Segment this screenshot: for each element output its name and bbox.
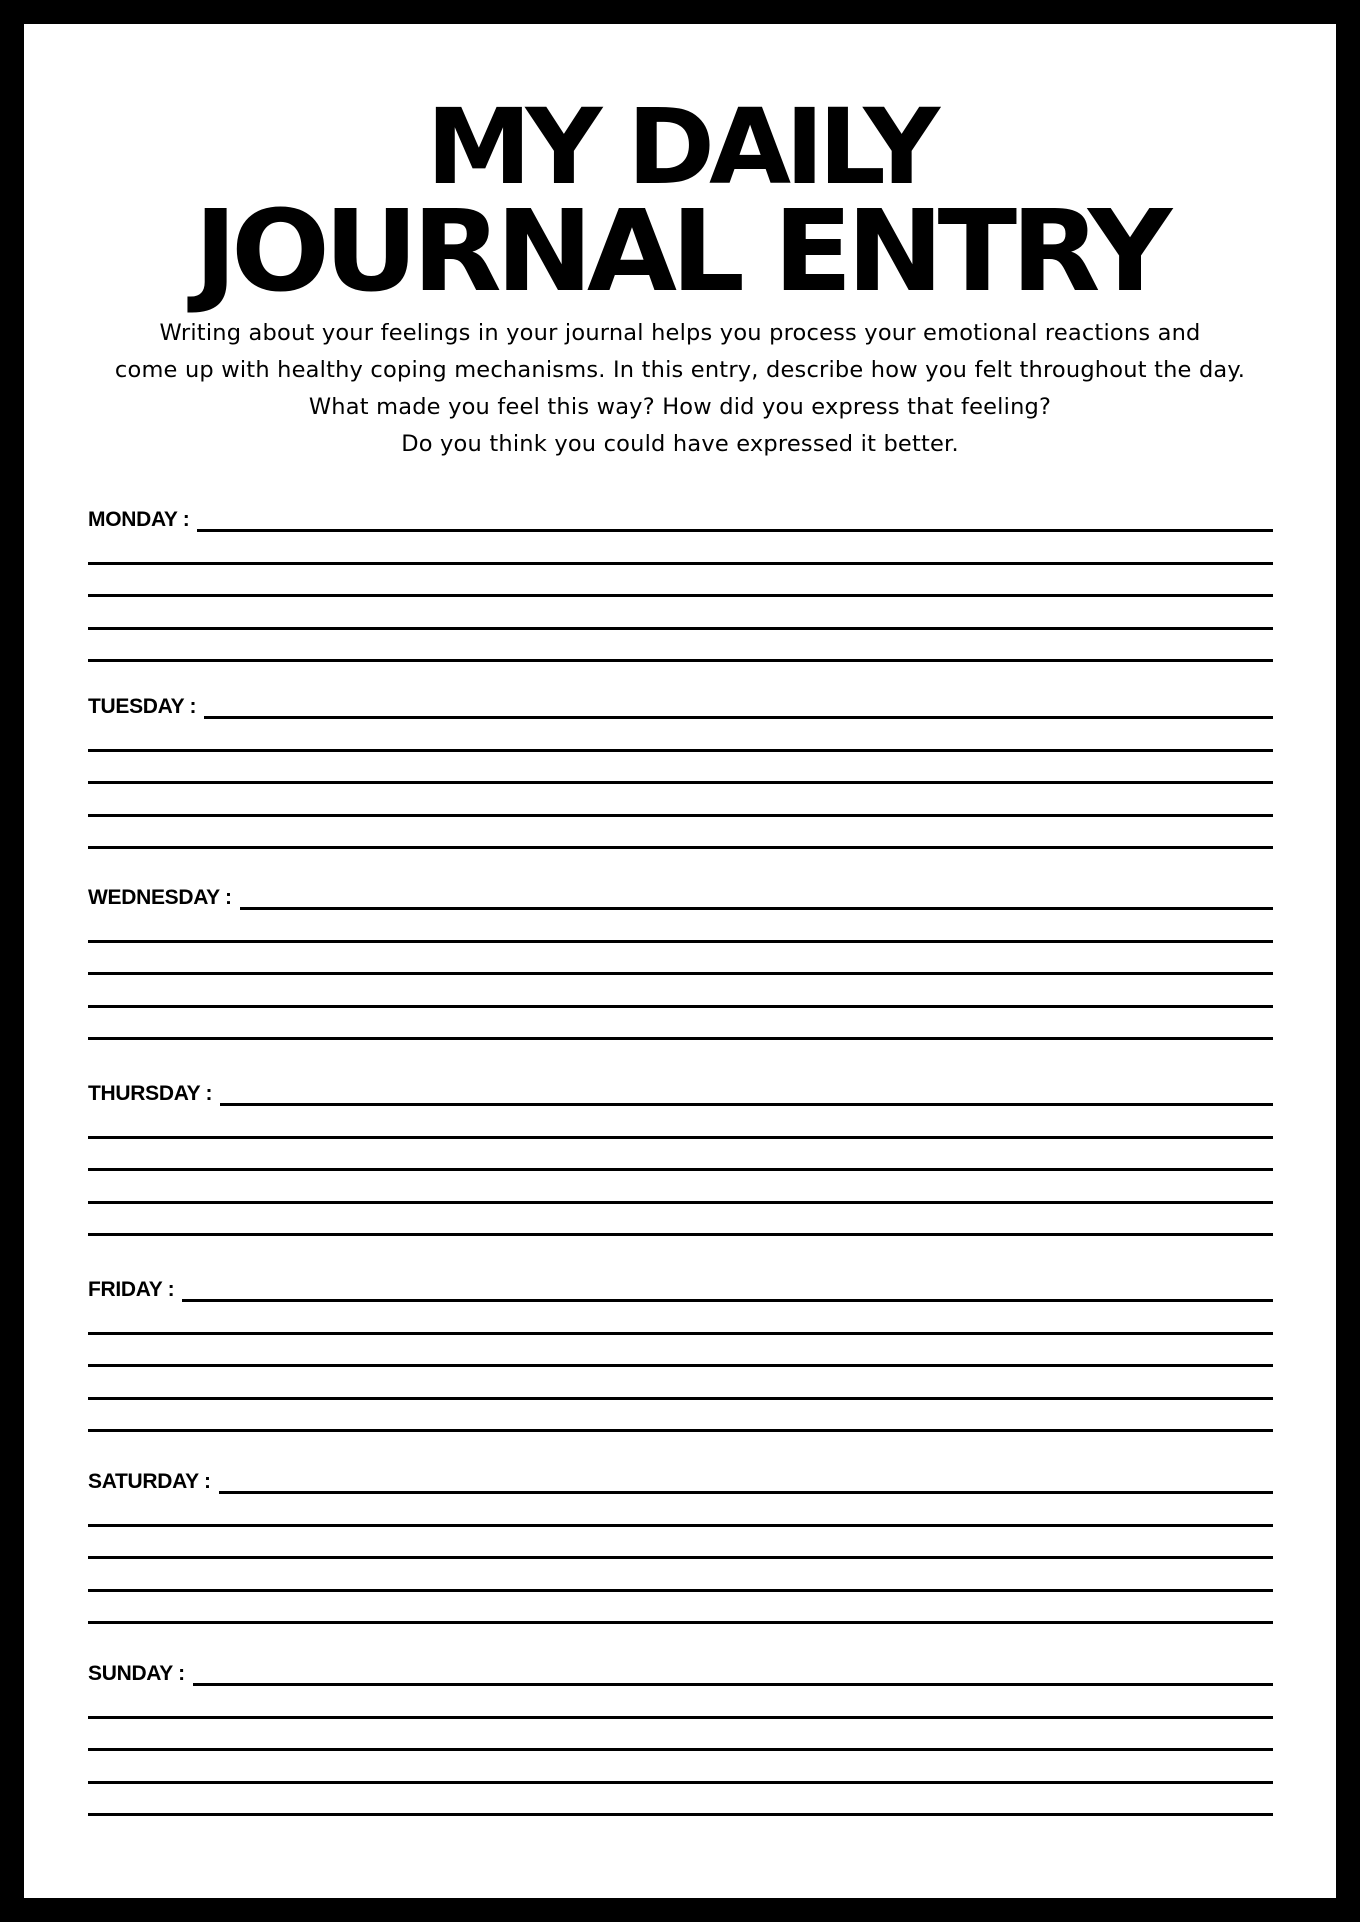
writing-line[interactable] [88, 814, 1273, 817]
day-header [88, 1278, 1273, 1302]
day-label: SUNDAY : [88, 1662, 185, 1685]
writing-line[interactable] [88, 940, 1273, 943]
page-title-line-2: JOURNAL ENTRY [193, 187, 1167, 317]
writing-line[interactable] [88, 1748, 1273, 1751]
writing-line[interactable] [88, 594, 1273, 597]
writing-lines [88, 749, 1273, 849]
writing-line[interactable] [88, 1201, 1273, 1204]
writing-line[interactable] [88, 749, 1273, 752]
writing-line[interactable] [88, 1005, 1273, 1008]
writing-line[interactable] [88, 1716, 1273, 1719]
writing-lines [88, 1332, 1273, 1432]
writing-lines [88, 1136, 1273, 1236]
writing-line[interactable] [193, 1683, 1273, 1686]
writing-line[interactable] [88, 1589, 1273, 1592]
day-header [88, 508, 1273, 532]
writing-line[interactable] [88, 972, 1273, 975]
writing-line[interactable] [88, 1332, 1273, 1335]
day-section-wednesday [88, 886, 1273, 1040]
day-section-thursday [88, 1082, 1273, 1236]
writing-line[interactable] [240, 907, 1273, 910]
writing-line[interactable] [88, 1364, 1273, 1367]
writing-line[interactable] [197, 529, 1273, 532]
writing-line[interactable] [88, 562, 1273, 565]
day-label: TUESDAY : [88, 695, 197, 718]
day-section-saturday [88, 1470, 1273, 1624]
day-section-sunday [88, 1662, 1273, 1816]
day-label: FRIDAY : [88, 1278, 175, 1301]
writing-line[interactable] [182, 1299, 1273, 1302]
writing-line[interactable] [88, 627, 1273, 630]
day-label: MONDAY : [88, 508, 190, 531]
day-header [88, 695, 1273, 719]
day-label: WEDNESDAY : [88, 886, 232, 909]
page-title-line-1: MY DAILY [426, 86, 934, 208]
writing-lines [88, 1716, 1273, 1816]
intro-line: Writing about your feelings in your journal helps you process your emotional reactions and [159, 320, 1201, 346]
writing-line[interactable] [88, 1621, 1273, 1624]
intro-paragraph [80, 315, 1280, 463]
intro-line: What made you feel this way? How did you express that feeling? [308, 394, 1052, 420]
day-header [88, 1470, 1273, 1494]
writing-lines [88, 1524, 1273, 1624]
day-section-friday [88, 1278, 1273, 1432]
writing-lines [88, 562, 1273, 662]
writing-line[interactable] [88, 1397, 1273, 1400]
writing-line[interactable] [220, 1103, 1273, 1106]
writing-line[interactable] [204, 716, 1273, 719]
writing-line[interactable] [88, 846, 1273, 849]
writing-line[interactable] [88, 1524, 1273, 1527]
intro-line: come up with healthy coping mechanisms. In this entry, describe how you felt throughout the day. [114, 357, 1246, 383]
day-header [88, 1082, 1273, 1106]
intro-line: Do you think you could have expressed it better. [401, 431, 959, 457]
day-label: THURSDAY : [88, 1082, 213, 1105]
writing-line[interactable] [88, 1136, 1273, 1139]
day-header [88, 886, 1273, 910]
writing-line[interactable] [219, 1491, 1273, 1494]
day-section-monday [88, 508, 1273, 662]
writing-line[interactable] [88, 659, 1273, 662]
day-section-tuesday [88, 695, 1273, 849]
writing-line[interactable] [88, 1813, 1273, 1816]
day-header [88, 1662, 1273, 1686]
writing-line[interactable] [88, 1233, 1273, 1236]
day-label: SATURDAY : [88, 1470, 211, 1493]
writing-lines [88, 940, 1273, 1040]
writing-line[interactable] [88, 781, 1273, 784]
writing-line[interactable] [88, 1168, 1273, 1171]
writing-line[interactable] [88, 1781, 1273, 1784]
writing-line[interactable] [88, 1429, 1273, 1432]
writing-line[interactable] [88, 1556, 1273, 1559]
writing-line[interactable] [88, 1037, 1273, 1040]
